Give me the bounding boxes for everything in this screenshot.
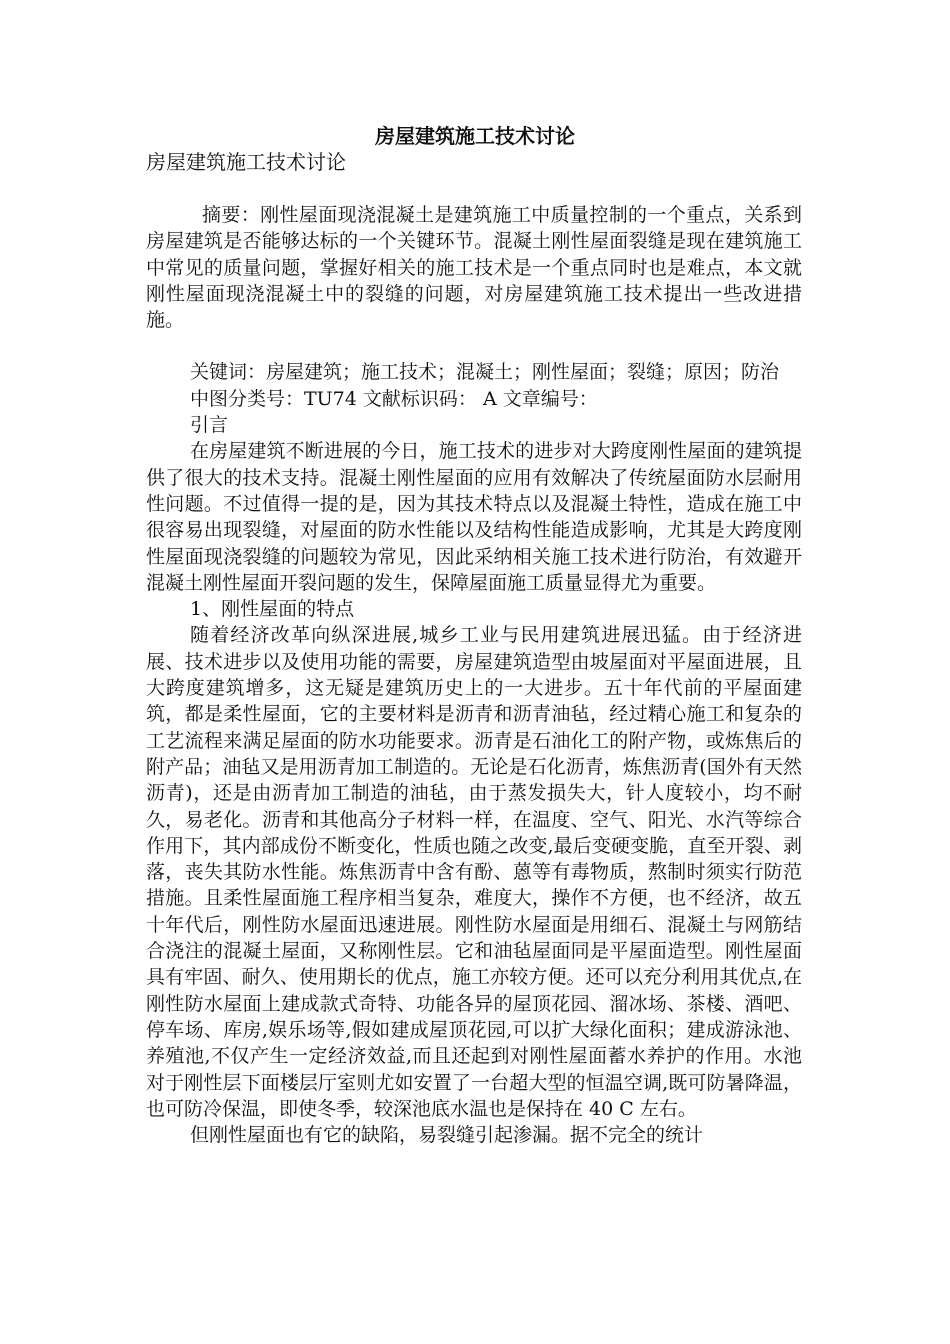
document-subtitle: 房屋建筑施工技术讨论	[146, 150, 346, 174]
section1-paragraph: 随着经济改革向纵深进展,城乡工业与民用建筑进展迅猛。由于经济进展、技术进步以及使用功能的需要，房屋建筑造型由坡屋面对平屋面进展，且大跨度建筑增多，这无疑是建筑历史上的一大进步。五十年代前的平屋面建筑，都是柔性屋面，它的主要材料是沥青和沥青油毡，经过精心施工和复杂的工艺流程来满足屋面的防水功能要求。沥青是石油化工的附产物，或炼焦后的附产品；油毡又是用沥青加工制造的。无论是石化沥青，炼焦沥青(国外有天然沥青)，还是由沥青加工制造的油毡，由于蒸发损失大，针人度较小，均不耐久，易老化。沥青和其他高分子材料一样，在温度、空气、阳光、水汽等综合作用下，其内部成份不断变化，性质也随之改变,最后变硬变脆，直至开裂、剥落，丧失其防水性能。炼焦沥青中含有酚、蒽等有毒物质，熬制时须实行防范措施。且柔性屋面施工程序相当复杂，难度大，操作不方便，也不经济，故五十年代后，刚性防水屋面迅速进展。刚性防水屋面是用细石、混凝土与网筋结合浇注的混凝土屋面，又称刚性层。它和油毡屋面同是平屋面造型。刚性屋面具有牢固、耐久、使用期长的优点，施工亦较方便。还可以充分利用其优点,在刚性防水屋面上建成款式奇特、功能各异的屋顶花园、溜冰场、茶楼、酒吧、停车场、库房,娱乐场等,假如建成屋顶花园,可以扩大绿化面积；建成游泳池、养殖池,不仅产生一定经济效益,而且还起到对刚性屋面蓄水养护的作用。水池对于刚性层下面楼层厅室则尤如安置了一台超大型的恒温空调,既可防暑降温，也可防冷保温，即使冬季，较深池底水温也是保持在 40 C 左右。	[146, 624, 802, 1120]
classification-line: 中图分类号：TU74 文献标识码： A 文章编号：	[190, 387, 598, 410]
intro-paragraph: 在房屋建筑不断进展的今日，施工技术的进步对大跨度刚性屋面的建筑提供了很大的技术支持。混凝土刚性屋面的应用有效解决了传统屋面防水层耐用性问题。不过值得一提的是，因为其技术特点以及混凝土特性，造成在施工中很容易出现裂缝，对屋面的防水性能以及结构性能造成影响，尤其是大跨度刚性屋面现浇裂缝的问题较为常见，因此采纳相关施工技术进行防治，有效避开混凝土刚性屋面开裂问题的发生，保障屋面施工质量显得尤为重要。	[146, 440, 802, 594]
section1-heading: 1、刚性屋面的特点	[190, 598, 355, 621]
intro-heading: 引言	[190, 414, 229, 437]
document-body	[146, 202, 802, 1148]
paragraph-gap	[146, 333, 802, 359]
keywords-paragraph: 关键词：房屋建筑；施工技术；混凝土；刚性屋面；裂缝；原因；防治	[190, 361, 780, 384]
document-title: 房屋建筑施工技术讨论	[375, 124, 575, 148]
abstract-paragraph: 摘要：刚性屋面现浇混凝土是建筑施工中质量控制的一个重点，关系到房屋建筑是否能够达标的一个关键环节。混凝土刚性屋面裂缝是现在建筑施工中常见的质量问题，掌握好相关的施工技术是一个重点同时也是难点，本文就刚性屋面现浇混凝土中的裂缝的问题，对房屋建筑施工技术提出一些改进措施。	[146, 204, 802, 332]
last-paragraph: 但刚性屋面也有它的缺陷，易裂缝引起渗漏。据不完全的统计	[190, 1124, 704, 1147]
